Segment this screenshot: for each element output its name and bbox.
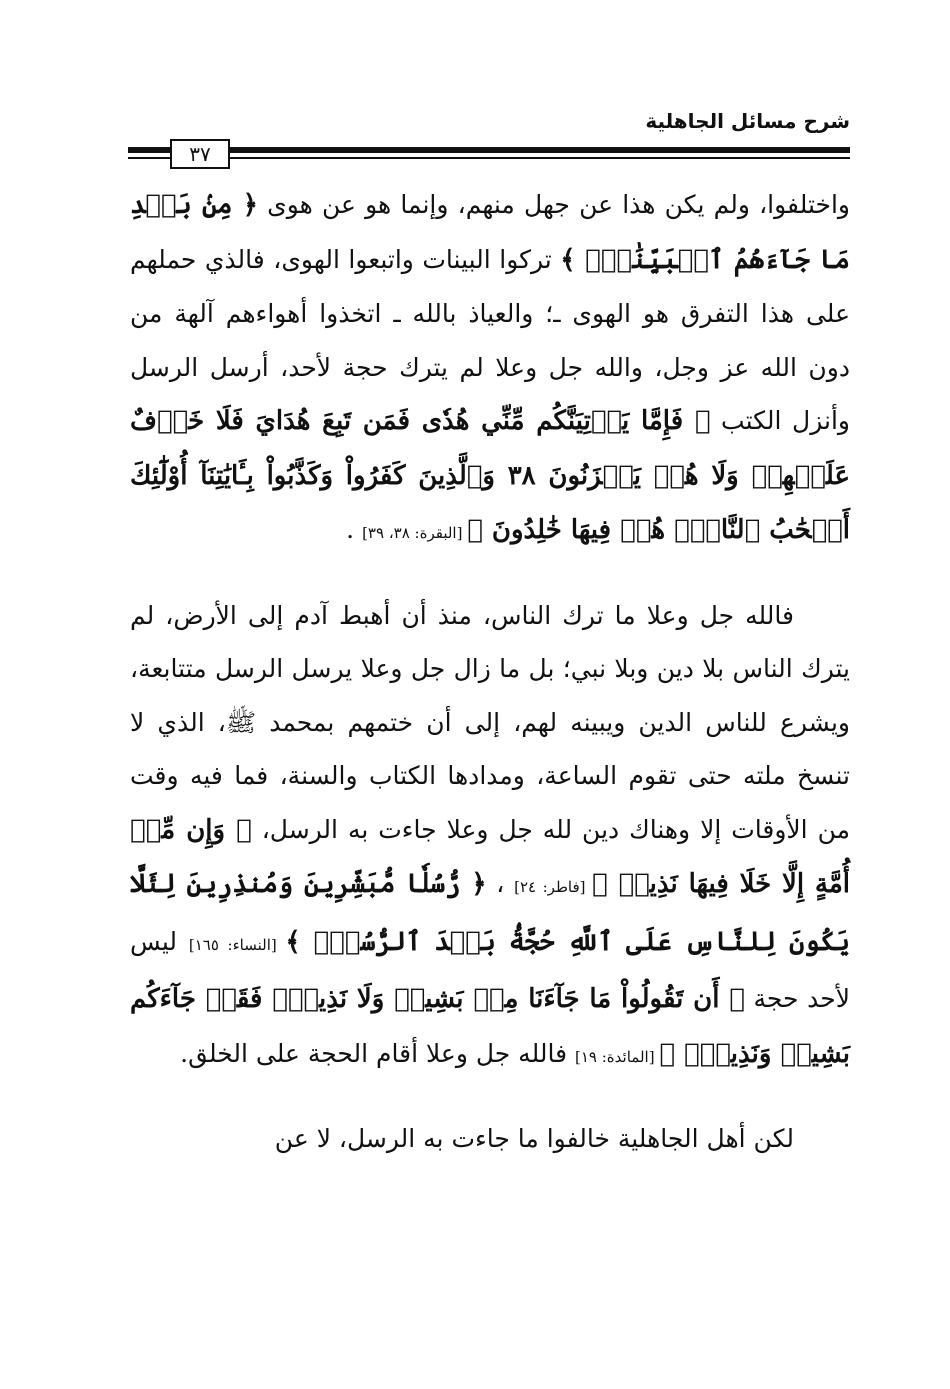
quran-verse-5: ﴿ أَن تَقُولُواْ مَا جَآءَنَا مِنۢ بَشِيرٖ وَلَا نَذِيرٖۖ فَقَدۡ جَآءَكُم بَشِيرٞ وَنَذِيرٞۗ ﴾ xyxy=(130,984,850,1069)
running-title: شرح مسائل الجاهلية xyxy=(645,109,850,133)
quran-verse-3: ﴿ وَإِن مِّنۡ أُمَّةٍ إِلَّا خَلَا فِيهَا نَذِيرٞ ﴾ xyxy=(130,814,850,899)
paragraph-1-text-1: واختلفوا، ولم يكن هذا عن جهل منهم، وإنما هو عن هوى xyxy=(257,190,850,219)
paragraph-2-text-3: ليس لأحد حجة xyxy=(130,926,850,1013)
paragraph-1-text-2: تركوا البينات واتبعوا الهوى، فالذي حملهم على هذا التفرق هو الهوى ـ؛ والعياذ بالله ـ اتخذوا أهواءهم آلهة من دون الله عز وجل، والله جل وعلا لم يترك حجة لأحد، أرسل الرسل وأنزل الكتب xyxy=(130,244,850,435)
quran-verse-4: ﴿ رُّسُلٗا مُّبَشِّرِينَ وَمُنذِرِينَ لِئَلَّا يَكُونَ لِلنَّاسِ عَلَى ٱللَّهِ حُجَّةُۢ بَعۡدَ ٱلرُّسُلِۚ ﴾ xyxy=(130,869,851,957)
header-rule-thick xyxy=(128,147,850,153)
quran-verse-1: ﴿ مِنۢ بَعۡدِ مَا جَآءَهُمُ ٱلۡبَيِّنَٰتُۚ ﴾ xyxy=(130,190,851,275)
page-number: ٣٧ xyxy=(170,139,230,169)
paragraph-2-text-2: ، xyxy=(486,869,515,898)
paragraph-1 xyxy=(130,178,850,561)
paragraph-2-text-4: فالله جل وعلا أقام الحجة على الخلق. xyxy=(180,1038,575,1068)
quran-verse-2: ﴿ فَإِمَّا يَأۡتِيَنَّكُم مِّنِّي هُدٗى فَمَن تَبِعَ هُدَايَ فَلَا خَوۡفٌ عَلَيۡهِمۡ وَلَا هُمۡ يَحۡزَنُونَ ٣٨ وَٱلَّذِينَ كَفَرُواْ وَكَذَّبُواْ بِـَٔايَٰتِنَآ أُوْلَٰٓئِكَ أَصۡحَٰبُ ٱلنَّارِۖ هُمۡ فِيهَا خَٰلِدُونَ ﴾ xyxy=(130,406,850,545)
paragraph-1-text-3: . xyxy=(346,515,363,544)
citation-nisa: [النساء: ١٦٥] xyxy=(188,935,286,954)
page-header xyxy=(128,108,850,168)
header-rule-thin xyxy=(128,157,850,159)
paragraph-3 xyxy=(130,1112,850,1166)
paragraph-3-text-1: لكن أهل الجاهلية خالفوا ما جاءت به الرسل، لا عن xyxy=(274,1124,794,1153)
paragraph-2-text-1: فالله جل وعلا ما ترك الناس، منذ أن أهبط آدم إلى الأرض، لم يترك الناس بلا دين وبلا نبي؛ بل ما زال جل وعلا يرسل الرسل متتابعة، ويشرع للناس الدين ويبينه لهم، إلى أن ختمهم بمحمد ﷺ، الذي لا تنسخ ملته حتى تقوم الساعة، ومدادها الكتاب والسنة، فما فيه وقت من الأوقات إلا وهناك دين لله جل وعلا جاءت به الرسل، xyxy=(130,600,850,844)
paragraph-2 xyxy=(130,589,850,1085)
citation-maidah: [المائدة: ١٩] xyxy=(575,1047,660,1066)
citation-fatir: [فاطر: ٢٤] xyxy=(514,878,593,896)
page-body xyxy=(130,178,850,1194)
citation-baqarah: [البقرة: ٣٨، ٣٩] xyxy=(362,524,468,542)
